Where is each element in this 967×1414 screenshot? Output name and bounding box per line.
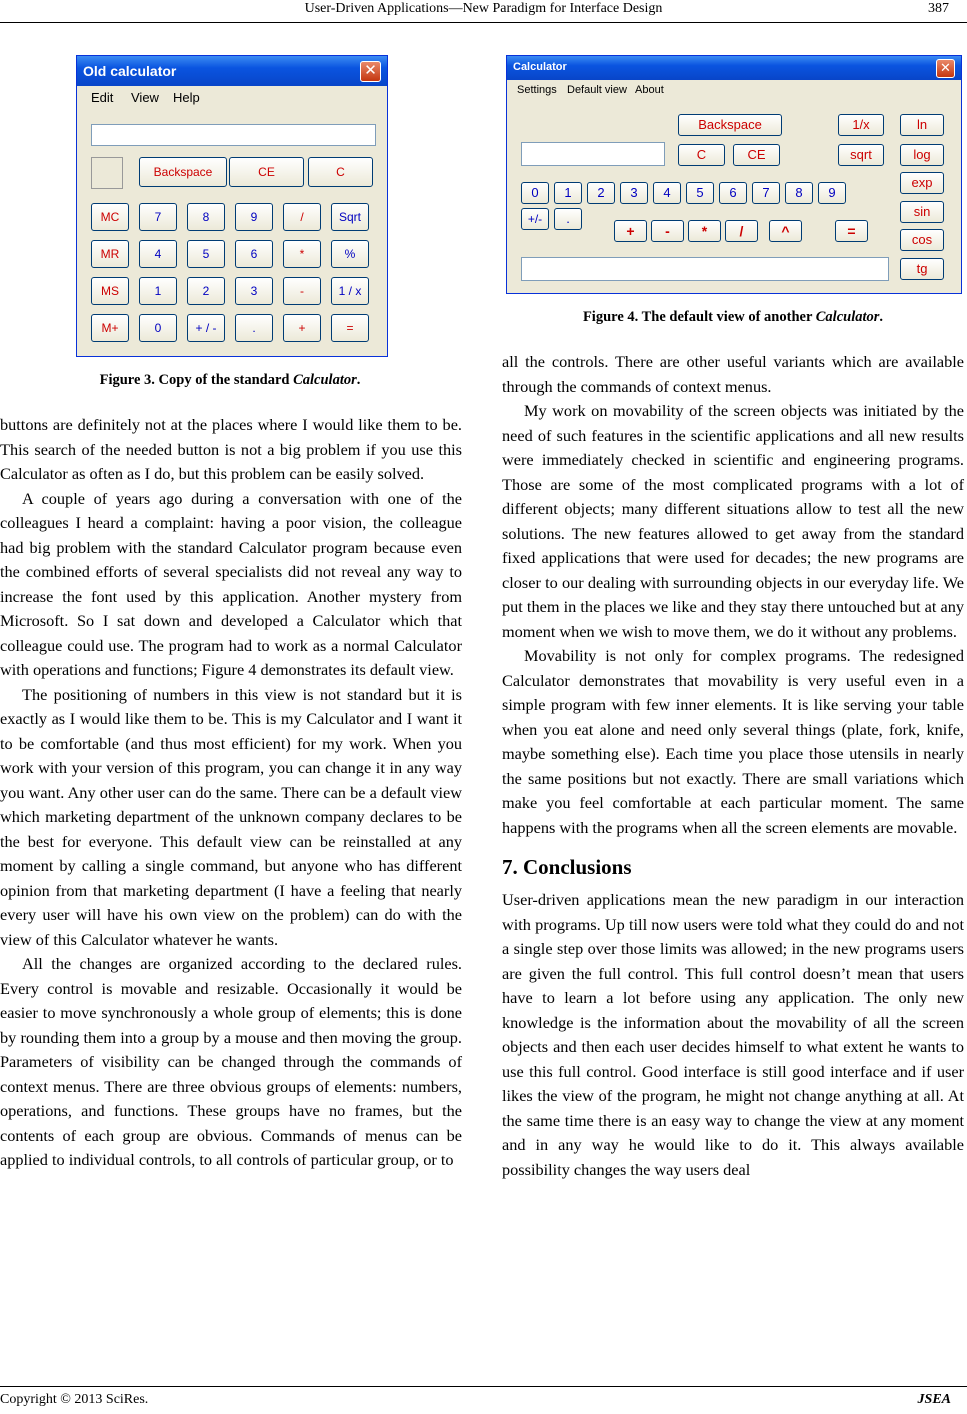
key-5[interactable]: 5 — [187, 240, 225, 268]
key-8[interactable]: 8 — [785, 182, 813, 204]
key-1[interactable]: 1 — [554, 182, 582, 204]
equals-button[interactable]: = — [835, 220, 868, 242]
key-1[interactable]: 1 — [139, 277, 177, 305]
reciprocal-button[interactable]: 1 / x — [331, 277, 369, 305]
mc-button[interactable]: MC — [91, 203, 129, 231]
menu-view[interactable]: View — [131, 90, 159, 105]
decimal-button[interactable]: . — [554, 208, 582, 230]
right-column — [502, 350, 964, 1182]
power-button[interactable]: ^ — [769, 220, 802, 242]
cos-button[interactable]: cos — [900, 229, 944, 251]
key-3[interactable]: 3 — [620, 182, 648, 204]
left-column — [0, 413, 462, 1173]
key-7[interactable]: 7 — [752, 182, 780, 204]
mr-button[interactable]: MR — [91, 240, 129, 268]
reciprocal-button[interactable]: 1/x — [838, 114, 884, 136]
close-icon[interactable]: ✕ — [360, 61, 381, 82]
key-4[interactable]: 4 — [653, 182, 681, 204]
figure-3-caption: Figure 3. Copy of the standard Calculator. — [99, 372, 361, 388]
old-calculator-titlebar — [77, 56, 387, 86]
key-5[interactable]: 5 — [686, 182, 714, 204]
tg-button[interactable]: tg — [900, 258, 944, 280]
calculator-menubar — [507, 81, 961, 103]
key-6[interactable]: 6 — [235, 240, 273, 268]
journal-abbrev: JSEA — [917, 1392, 951, 1407]
display-field[interactable] — [91, 124, 376, 146]
paragraph: buttons are definitely not at the places where I would like them to be. This search of the needed button is not a big problem if you use this Calculator as often as I do, but this problem can be easily solved. — [0, 415, 462, 483]
menu-help[interactable]: Help — [173, 90, 200, 105]
ln-button[interactable]: ln — [900, 114, 944, 136]
ce-button[interactable]: CE — [229, 157, 304, 187]
menu-settings[interactable]: Settings — [517, 84, 557, 96]
divide-button[interactable]: / — [283, 203, 321, 231]
figure-4-caption: Figure 4. The default view of another Calculator. — [582, 309, 884, 325]
paragraph: My work on movability of the screen objects was initiated by the need of such features in the scientific applications and all new results were immediately checked in scientific and engineering programs. Those are some of the most complicated programs with a lot of different objects; many different situations allow to test all the new solutions. The new features allowed to get away from the standard fixed applications that were used for decades; the new programs are closer to our dealing with surrounding objects in our everyday life. We put them in the places we like and they stay there untouched but at any moment when we wish to move them, we do it without any problems. — [502, 401, 964, 641]
footer-rule — [0, 1386, 967, 1387]
menu-default-view[interactable]: Default view — [567, 84, 627, 96]
display-field[interactable] — [521, 142, 665, 166]
backspace-button[interactable]: Backspace — [678, 114, 782, 136]
paragraph: all the controls. There are other useful variants which are available through the commands of context menus. — [502, 352, 964, 396]
copyright: Copyright © 2013 SciRes. — [0, 1392, 149, 1407]
equals-button[interactable]: = — [331, 314, 369, 342]
paragraph: User-driven applications mean the new paradigm in our interaction with programs. Up till now users were told what they could do and not a single step over those limits was allowed; in the new programs users are given the full control. This full control doesn’t mean that users have to learn a lot before using any application. The only new knowledge is the information about the movability of all the screen objects and then each user decides himself to what extent he wants to use this full control. Good interface is still good interface and if user likes the view of the program, he might not change anything at all. At the same time there is an easy way to change the view at any moment and in any way he would like to do it. This always available possibility changes the way users deal — [502, 890, 964, 1179]
key-9[interactable]: 9 — [235, 203, 273, 231]
key-9[interactable]: 9 — [818, 182, 846, 204]
header-rule — [0, 22, 967, 23]
c-button[interactable]: C — [308, 157, 373, 187]
key-8[interactable]: 8 — [187, 203, 225, 231]
subtract-button[interactable]: - — [651, 220, 684, 242]
sqrt-button[interactable]: Sqrt — [331, 203, 369, 231]
multiply-button[interactable]: * — [688, 220, 721, 242]
paragraph: Movability is not only for complex programs. The redesigned Calculator demonstrates that movability is very useful even in a simple program with few inner elements. It is like serving your table when you eat alone and need only several things (plate, fork, knife, maybe something else). Each time you place those utensils in nearly the same positions but not exactly. There are small variations which make you feel comfortable at each particular moment. The same happens with the programs when all the screen elements are movable. — [502, 646, 964, 837]
multiply-button[interactable]: * — [283, 240, 321, 268]
memory-indicator — [91, 157, 123, 189]
key-4[interactable]: 4 — [139, 240, 177, 268]
add-button[interactable]: + — [283, 314, 321, 342]
add-button[interactable]: + — [614, 220, 647, 242]
calculator-titlebar — [507, 56, 961, 80]
decimal-button[interactable]: . — [235, 314, 273, 342]
key-0[interactable]: 0 — [139, 314, 177, 342]
paragraph: The positioning of numbers in this view is not standard but it is exactly as I would like them to be. This is my Calculator and I want it to be comfortable (and thus most efficient) for my work. When you work with your version of this program, you can change it in any way you want. Any other user can do the same. There can be a default view which marketing department of the unknown company declares to be the best for everyone. This default view can be reinstalled at any moment by calling a single command, but anyone who has different opinion from that marketing department (I have a feeling that nearly every user will have his own view on the problem) can do with the view of this Calculator whatever he wants. — [0, 684, 462, 949]
sin-button[interactable]: sin — [900, 201, 944, 223]
key-6[interactable]: 6 — [719, 182, 747, 204]
log-button[interactable]: log — [900, 144, 944, 166]
key-3[interactable]: 3 — [235, 277, 273, 305]
close-icon[interactable]: ✕ — [936, 59, 955, 78]
header-title: User-Driven Applications—New Paradigm for Interface Design — [304, 1, 663, 16]
paragraph: All the changes are organized according to the declared rules. Every control is movable and resizable. Occasionally it would be easier to move synchronously a whole group of elements; this is done by rounding them into a group by a mouse and then moving the group. Parameters of visibility can be changed through the commands of context menus. There are three obvious groups of elements: numbers, operations, and functions. These groups have no frames, but the contents of each group are obvious. Commands of menus can be applied to individual controls, to all controls of particular group, or to — [0, 954, 462, 1169]
key-2[interactable]: 2 — [187, 277, 225, 305]
key-7[interactable]: 7 — [139, 203, 177, 231]
divide-button[interactable]: / — [725, 220, 758, 242]
percent-button[interactable]: % — [331, 240, 369, 268]
expression-field[interactable] — [521, 257, 889, 281]
sqrt-button[interactable]: sqrt — [838, 144, 884, 166]
sign-button[interactable]: + / - — [187, 314, 225, 342]
subtract-button[interactable]: - — [283, 277, 321, 305]
calculator-window — [506, 55, 962, 294]
sign-button[interactable]: +/- — [521, 208, 549, 230]
ms-button[interactable]: MS — [91, 277, 129, 305]
exp-button[interactable]: exp — [900, 172, 944, 194]
mplus-button[interactable]: M+ — [91, 314, 129, 342]
paragraph: A couple of years ago during a conversation with one of the colleagues I heard a complaint: having a poor vision, the colleague had big problem with the standard Calculator program because even the combined efforts of several specialists did not reveal any way to increase the font used by this application. Another mystery from Microsoft. So I sat down and developed a Calculator which that colleague could use. The program had to work as a normal Calculator with operations and functions; Figure 4 demonstrates its default view. — [0, 488, 462, 679]
backspace-button[interactable]: Backspace — [139, 157, 227, 187]
menu-about[interactable]: About — [635, 84, 664, 96]
menu-edit[interactable]: Edit — [91, 90, 114, 105]
old-calculator-menubar — [77, 87, 387, 109]
key-0[interactable]: 0 — [521, 182, 549, 204]
calculator-title: Calculator — [513, 61, 567, 73]
page-number: 387 — [928, 1, 949, 16]
section-heading: 7. Conclusions — [502, 855, 632, 879]
running-header — [0, 0, 967, 22]
ce-button[interactable]: CE — [733, 144, 780, 166]
old-calculator-title: Old calculator — [83, 63, 177, 79]
old-calculator-window — [76, 55, 388, 357]
key-2[interactable]: 2 — [587, 182, 615, 204]
c-button[interactable]: C — [678, 144, 725, 166]
